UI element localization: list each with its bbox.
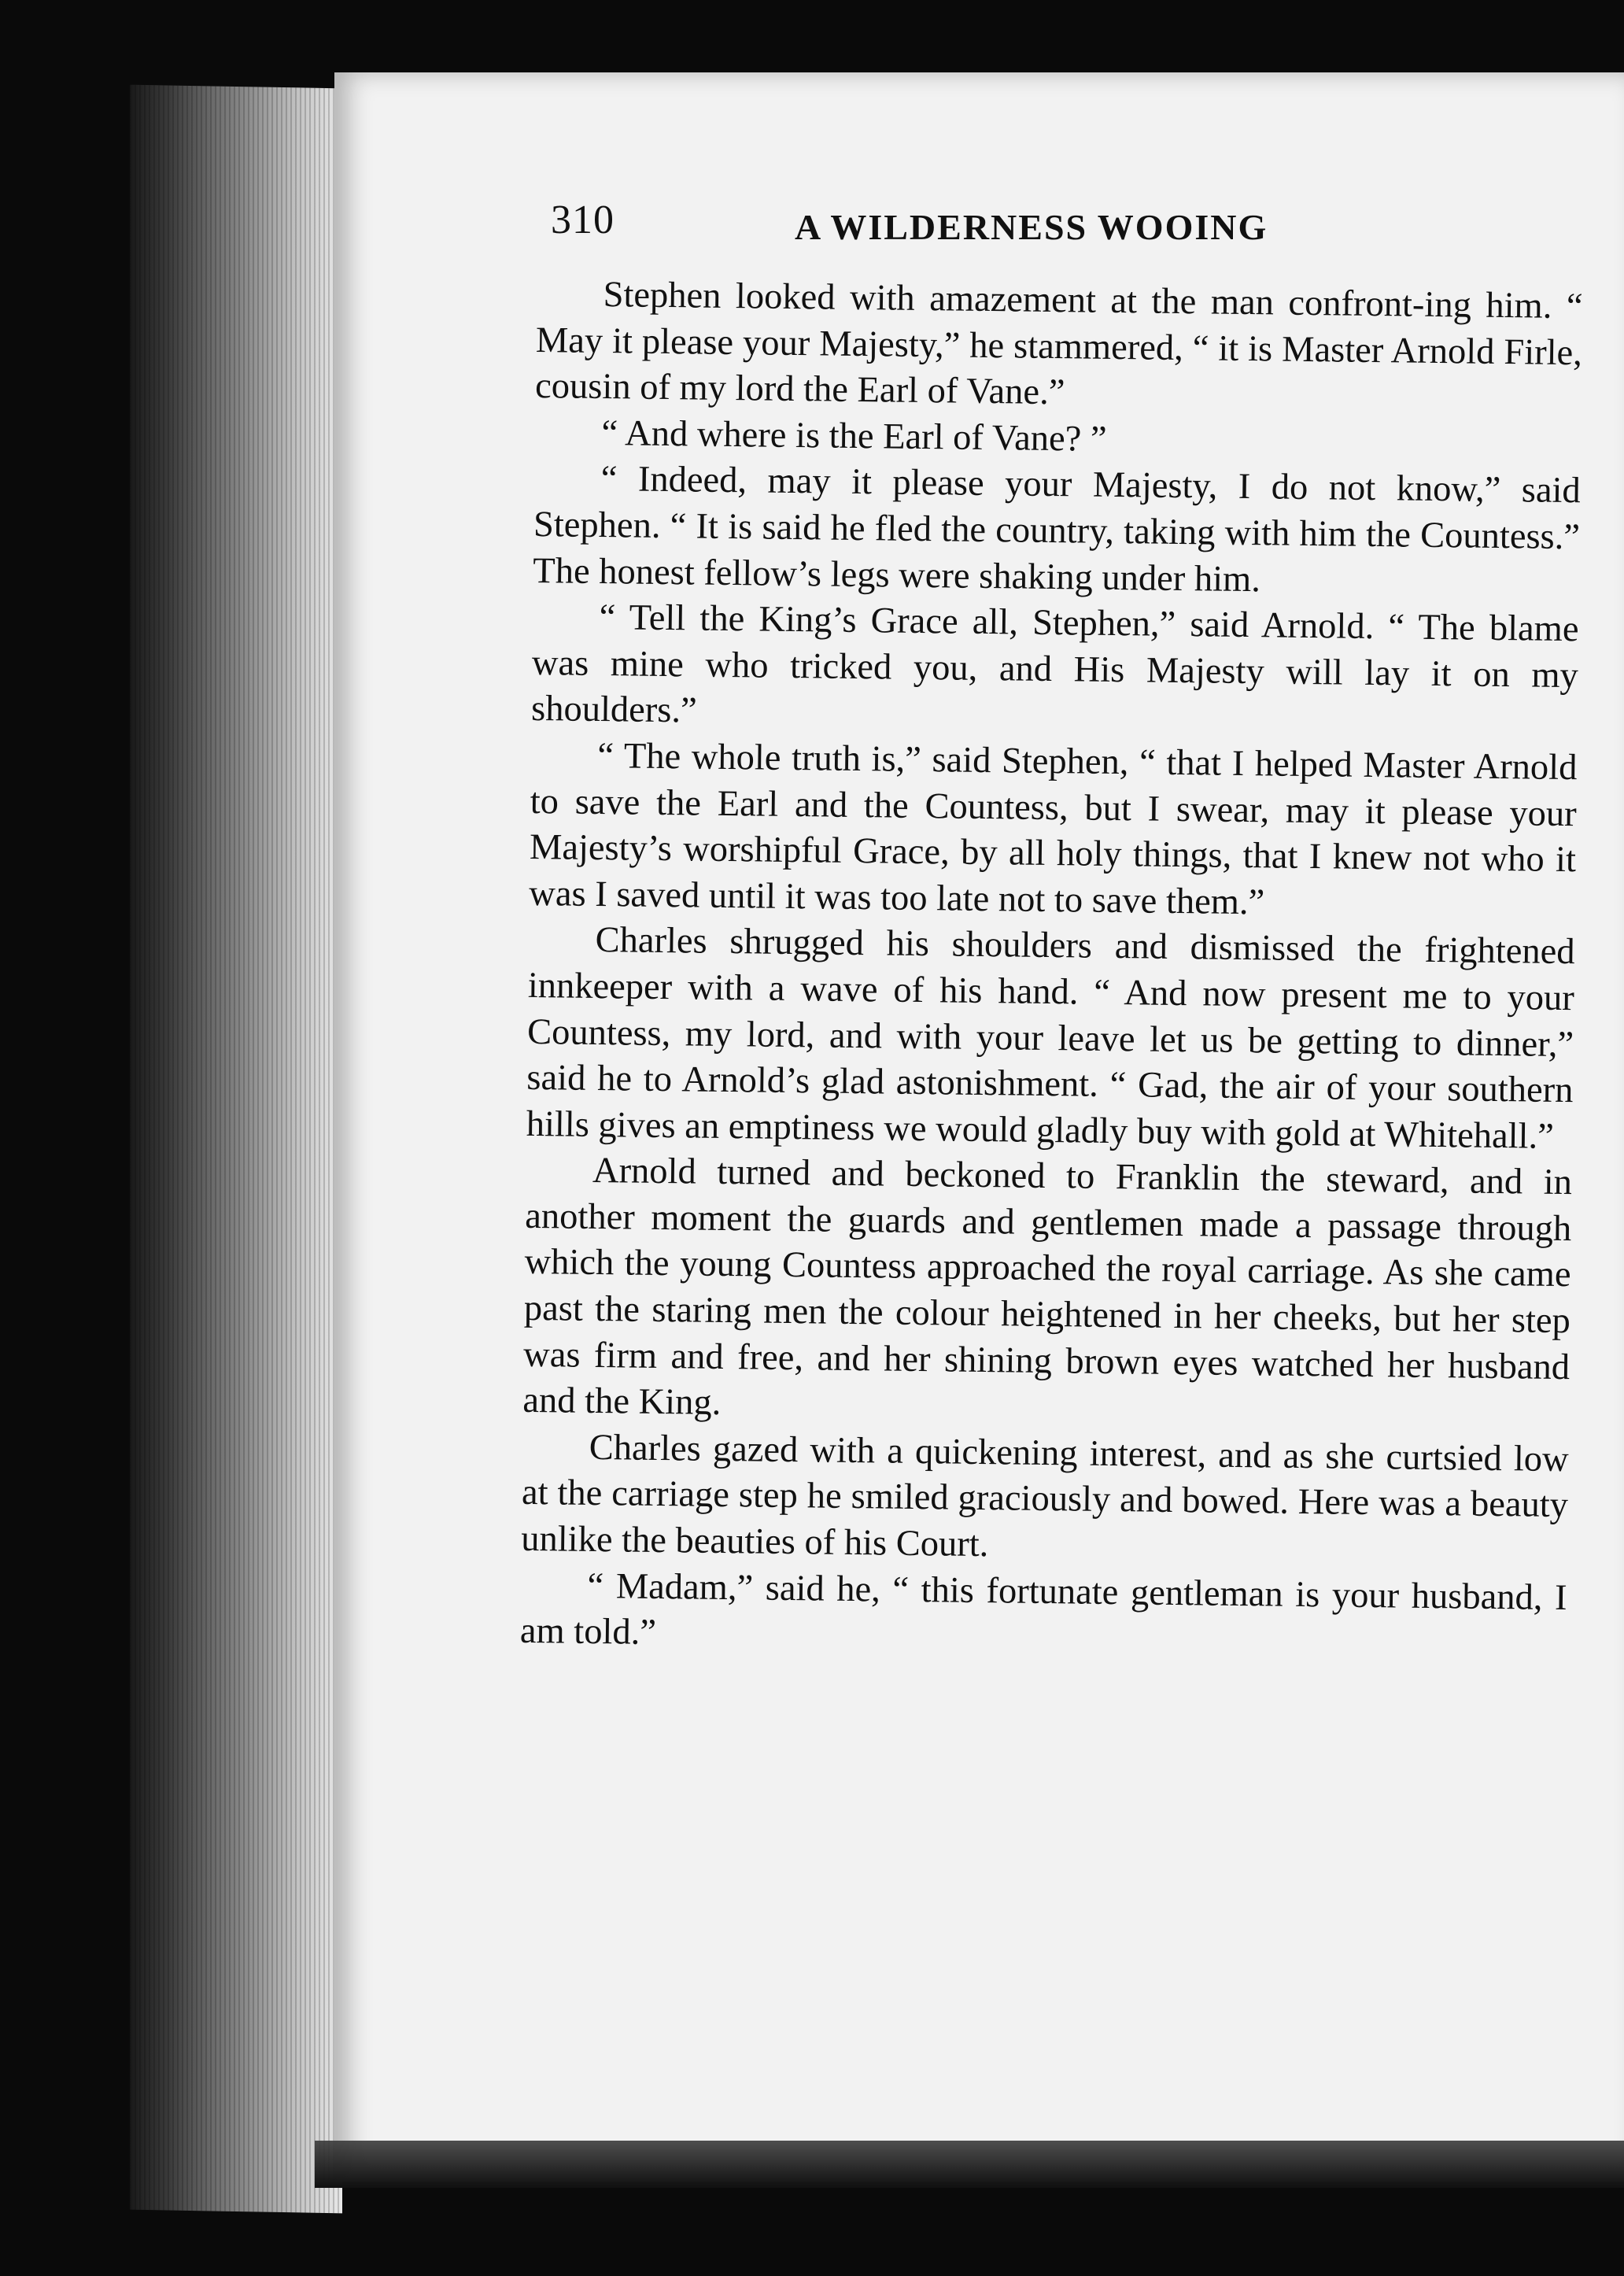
paragraph: Stephen looked with amazement at the man confront-ing him. “ May it please your Majesty,” he stammered, “ it is Master Arnold Firle, cousin of my lord the Earl of Vane.” — [534, 275, 1583, 413]
paragraph: “ Madam,” said he, “ this fortunate gentleman is your husband, I am told.” — [519, 1565, 1567, 1653]
book-page-edges — [130, 85, 342, 2214]
page-bottom-shadow — [315, 2141, 1624, 2188]
paragraph: “ And where is the Earl of Vane? ” — [601, 412, 1107, 460]
running-title: A WILDERNESS WOOING — [795, 207, 1268, 247]
body-text — [520, 272, 1583, 1668]
page-number: 310 — [551, 198, 615, 242]
paragraph: Charles shrugged his shoulders and dismissed the frightened innkeeper with a wave of his hand. “ And now present me to your Countess, my lord, and with your leave let us be getting to dinner,” said he to Arnold’s glad astonishment. “ Gad, the air of your southern hills gives an emptiness we would gladly buy with gold at Whitehall.” — [526, 920, 1575, 1157]
running-head — [551, 189, 1353, 260]
paragraph: Charles gazed with a quickening interest, and as she curtsied low at the carriage step he smiled graciously and bowed. Here was a beauty unlike the beauties of his Court. — [521, 1427, 1569, 1565]
paragraph: “ Indeed, may it please your Majesty, I do not know,” said Stephen. “ It is said he fled the country, taking with him the Countess.” The honest fellow’s legs were shaking under him. — [533, 459, 1582, 600]
paragraph: Arnold turned and beckoned to Franklin the steward, and in another moment the guards and gentlemen made a passage through which the young Countess approached the royal carriage. As she came past the staring men the colour heightened in her cheeks, but her step was firm and free, and her shining brown eyes watched her husband and the King. — [522, 1151, 1573, 1424]
paragraph: “ The whole truth is,” said Stephen, “ that I helped Master Arnold to save the Earl and the Countess, but I swear, may it please your Majesty’s worshipful Grace, by all holy things, that I knew not who it was I saved until it was too late not to save them.” — [529, 735, 1578, 923]
paragraph: “ Tell the King’s Grace all, Stephen,” said Arnold. “ The blame was mine who tricked you, and His Majesty will lay it on my shoulders.” — [530, 597, 1579, 731]
